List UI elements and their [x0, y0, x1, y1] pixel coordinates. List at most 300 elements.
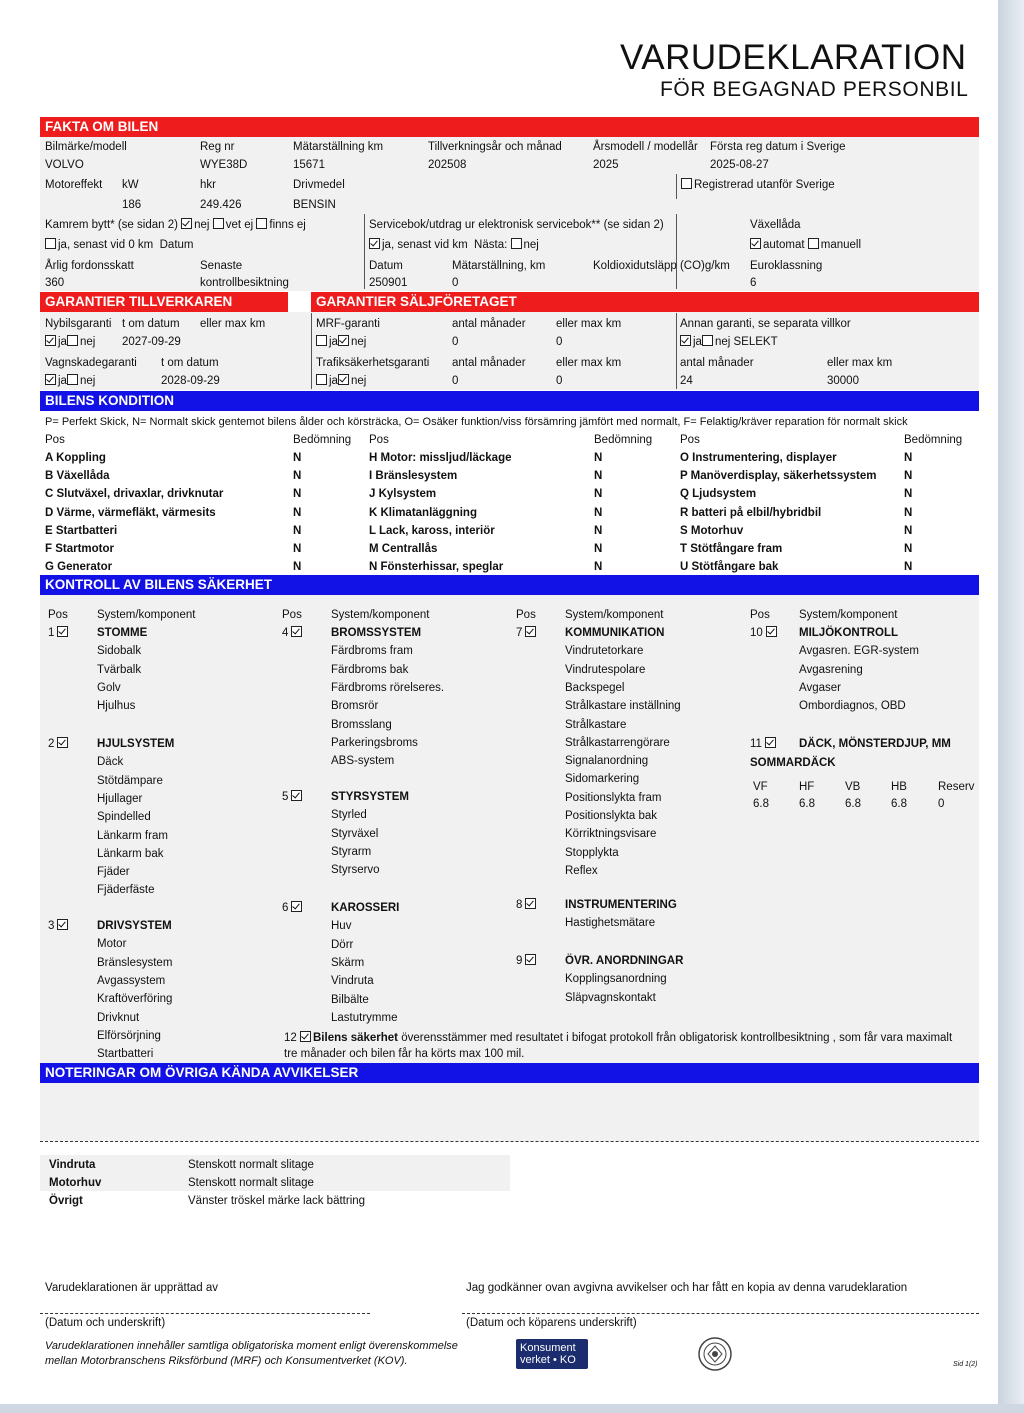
- kond-item: T Stötfångare fram: [680, 543, 783, 555]
- safety-component: ABS-system: [331, 755, 395, 767]
- doc-title: VARUDEKLARATION: [620, 38, 967, 77]
- safety-component: Strålkastare inställning: [565, 700, 681, 712]
- kond-grade: N: [594, 543, 603, 555]
- sak-pos-label-4: Pos: [750, 609, 770, 621]
- safety-component: Avgassystem: [97, 975, 166, 987]
- tire-header: VF: [753, 781, 768, 793]
- kond-item: O Instrumentering, displayer: [680, 452, 837, 464]
- konsumentverket-logo: [516, 1339, 588, 1369]
- safety-component: Vindruta: [331, 975, 374, 987]
- safety-component: Strålkastare: [565, 719, 627, 731]
- kond-item: I Bränslesystem: [369, 470, 458, 482]
- nybil-tom-label: t om datum: [122, 318, 180, 330]
- value-first-reg: 2025-08-27: [710, 159, 769, 171]
- tire-value: 6.8: [753, 798, 769, 810]
- kond-pos-label-1: Pos: [45, 434, 65, 446]
- safety-component: Drivknut: [97, 1012, 140, 1024]
- safety-component: Spindelled: [97, 811, 151, 823]
- safety-group-title: INSTRUMENTERING: [565, 899, 677, 911]
- foreign-reg-label: Registrerad utanför Sverige: [694, 179, 835, 191]
- mrf-nej-label: nej: [350, 336, 367, 348]
- timing-belt-ja-label: ja, senast vid 0 km: [58, 239, 154, 251]
- insp-odo-label: Mätarställning, km: [452, 260, 546, 272]
- sak-sys-label-1: System/komponent: [97, 609, 196, 621]
- annan-name: SELEKT: [733, 336, 778, 348]
- safety-group-checkbox[interactable]: [57, 626, 68, 637]
- safety-component: Avgasrening: [799, 664, 863, 676]
- vagnskada-checkboxes: [45, 374, 95, 388]
- kond-grade-label-1: Bedömning: [293, 434, 352, 446]
- safety-group-checkbox[interactable]: [765, 737, 776, 748]
- value-mfg: 202508: [428, 159, 467, 171]
- gearbox-row: [750, 238, 861, 252]
- safety-group-8: [516, 898, 538, 912]
- trafik-ja-checkbox[interactable]: [316, 374, 327, 385]
- divider: [676, 214, 677, 289]
- value-model-year: 2025: [593, 159, 619, 171]
- safety-group-checkbox[interactable]: [291, 790, 302, 801]
- safety-component: Tvärbalk: [97, 664, 142, 676]
- sign-left-title: Varudeklarationen är upprättad av: [45, 1282, 219, 1294]
- p12-number: 12: [284, 1032, 297, 1044]
- kond-item: D Värme, värmefläkt, värmesits: [45, 507, 216, 519]
- divider: [676, 174, 677, 199]
- divider: [676, 313, 677, 389]
- label-kw: kW: [122, 179, 139, 191]
- safety-group-2: [48, 737, 70, 751]
- mrf-months-label: antal månader: [452, 318, 526, 330]
- value-brand: VOLVO: [45, 159, 84, 171]
- trafik-km-label: eller max km: [556, 357, 622, 369]
- safety-group-number: 4: [282, 627, 289, 639]
- kond-grade: N: [594, 507, 603, 519]
- sign-right-title: Jag godkänner ovan avgivna avvikelser och har fått en kopia av denna varudeklaration: [466, 1282, 908, 1294]
- annan-nej-checkbox[interactable]: [702, 335, 713, 346]
- label-mfg: Tillverkningsår och månad: [428, 141, 562, 153]
- tire-value: 6.8: [799, 798, 815, 810]
- safety-component: Sidomarkering: [565, 773, 640, 785]
- section-noteringar-header: NOTERINGAR OM ÖVRIGA KÄNDA AVVIKELSER: [40, 1063, 979, 1083]
- safety-group-checkbox[interactable]: [57, 737, 68, 748]
- nybil-checkboxes: [45, 335, 95, 349]
- foreign-reg-checkbox[interactable]: [681, 178, 692, 189]
- sign-right-line[interactable]: [462, 1313, 979, 1314]
- safety-group-checkbox[interactable]: [291, 626, 302, 637]
- timing-belt-nej-checkbox[interactable]: [181, 218, 192, 229]
- sommardack-label: SOMMARDÄCK: [750, 757, 836, 769]
- kond-grade: N: [594, 452, 603, 464]
- value-kw: 186: [122, 199, 142, 211]
- annan-checkboxes: [680, 335, 778, 349]
- annan-ja-checkbox[interactable]: [680, 335, 691, 346]
- p12-checkbox[interactable]: [300, 1031, 311, 1042]
- nybil-nej-checkbox[interactable]: [67, 335, 78, 346]
- kond-pos-label-3: Pos: [680, 434, 700, 446]
- safety-component: Färdbroms rörelseres.: [331, 682, 445, 694]
- timing-belt-nej-label: nej: [194, 219, 210, 231]
- safety-component: Parkeringsbroms: [331, 737, 418, 749]
- trafik-months-label: antal månader: [452, 357, 526, 369]
- tire-header: Reserv: [938, 781, 975, 793]
- label-fuel: Drivmedel: [293, 179, 345, 191]
- annan-months-value: 24: [680, 375, 693, 387]
- insp-date-label: Datum: [369, 260, 403, 272]
- tire-header: HB: [891, 781, 907, 793]
- kond-item: S Motorhuv: [680, 525, 744, 537]
- mrf-label: MRF-garanti: [316, 318, 380, 330]
- safety-component: Bränslesystem: [97, 957, 173, 969]
- kond-item: B Växellåda: [45, 470, 110, 482]
- kond-grade: N: [293, 452, 302, 464]
- safety-group-number: 3: [48, 920, 55, 932]
- vagnskada-nej-label: nej: [79, 375, 96, 387]
- mrf-km-value: 0: [556, 336, 563, 348]
- kond-grade: N: [293, 561, 302, 573]
- safety-group-5: [282, 790, 304, 804]
- kond-item: C Slutväxel, drivaxlar, drivknutar: [45, 488, 224, 500]
- safety-component: Länkarm bak: [97, 848, 164, 860]
- safety-group-1: [48, 626, 70, 640]
- safety-component: Golv: [97, 682, 121, 694]
- safety-component: Hastighetsmätare: [565, 917, 656, 929]
- logo-line1: Konsument: [520, 1342, 576, 1354]
- safety-component: Styrservo: [331, 864, 380, 876]
- safety-group-checkbox[interactable]: [291, 901, 302, 912]
- kondition-legend: P= Perfekt Skick, N= Normalt skick gentemot bilens ålder och körsträcka, O= Osäker funktion/viss försämring jämfört med normalt, F= Felaktig/kräver reparation för normalt skick: [45, 416, 908, 428]
- kond-item: R batteri på elbil/hybridbil: [680, 507, 822, 519]
- trafik-checkboxes: [316, 374, 366, 388]
- annan-km-value: 30000: [827, 375, 859, 387]
- kond-grade: N: [904, 543, 913, 555]
- value-fuel: BENSIN: [293, 199, 336, 211]
- sak-pos-label-3: Pos: [516, 609, 536, 621]
- viewer-bottom-edge: [0, 1404, 1024, 1413]
- safety-component: Fjäder: [97, 866, 130, 878]
- tax-label: Årlig fordonsskatt: [45, 260, 134, 272]
- timing-belt-finnsej-checkbox[interactable]: [256, 218, 267, 229]
- gearbox-automat-checkbox[interactable]: [750, 238, 761, 249]
- annan-label: Annan garanti, se separata villkor: [680, 318, 851, 330]
- sign-left-line[interactable]: [40, 1313, 370, 1314]
- kond-item: H Motor: missljud/läckage: [369, 452, 512, 464]
- section-garanti-tillverkaren-header: GARANTIER TILLVERKAREN: [40, 292, 288, 312]
- safety-group-number: 11: [750, 738, 762, 750]
- kond-item: M Centrallås: [369, 543, 438, 555]
- safety-component: Färdbroms bak: [331, 664, 409, 676]
- safety-component: Kopplingsanordning: [565, 973, 667, 985]
- footer-line2: mellan Motorbranschens Riksförbund (MRF) och Konsumentverket (KOV).: [45, 1355, 408, 1367]
- safety-group-7: [516, 626, 538, 640]
- kond-grade: N: [594, 561, 603, 573]
- safety-group-4: [282, 626, 304, 640]
- safety-group-title: KOMMUNIKATION: [565, 627, 665, 639]
- noteringar-divider: [40, 1141, 979, 1142]
- kond-grade: N: [293, 525, 302, 537]
- kond-item: E Startbatteri: [45, 525, 118, 537]
- kond-grade: N: [293, 470, 302, 482]
- safety-component: Vindrutespolare: [565, 664, 646, 676]
- sign-left-caption: (Datum och underskrift): [45, 1317, 166, 1329]
- safety-group-number: 10: [750, 627, 763, 639]
- safety-component: Lastutrymme: [331, 1012, 398, 1024]
- safety-component: Körriktningsvisare: [565, 828, 657, 840]
- safety-component: Kraftöverföring: [97, 993, 173, 1005]
- safety-group-checkbox[interactable]: [57, 919, 68, 930]
- servicebook-ja-checkbox[interactable]: [369, 238, 380, 249]
- kond-item: G Generator: [45, 561, 113, 573]
- sak-sys-label-3: System/komponent: [565, 609, 664, 621]
- safety-component: Huv: [331, 920, 352, 932]
- safety-component: Elförsörjning: [97, 1030, 161, 1042]
- safety-component: Stopplykta: [565, 847, 619, 859]
- label-hkr: hkr: [200, 179, 216, 191]
- page-number: Sid 1(2): [953, 1361, 978, 1368]
- vagnskada-tom-label: t om datum: [161, 357, 219, 369]
- kond-grade-label-2: Bedömning: [594, 434, 653, 446]
- safety-group-number: 1: [48, 627, 55, 639]
- timing-belt-ja-checkbox[interactable]: [45, 238, 56, 249]
- noteringar-background: [40, 1083, 979, 1141]
- safety-group-9: [516, 954, 538, 968]
- kond-grade: N: [904, 507, 913, 519]
- section-sakerhet-header: KONTROLL AV BILENS SÄKERHET: [40, 575, 979, 595]
- safety-group-title: HJULSYSTEM: [97, 738, 175, 750]
- p12-text2: tre månader och bilen får ha körts max 100 mil.: [284, 1048, 525, 1060]
- safety-group-title: MILJÖKONTROLL: [799, 627, 899, 639]
- servicebook-row: [369, 238, 539, 252]
- divider: [311, 313, 312, 389]
- safety-component: Bilbälte: [331, 994, 369, 1006]
- logo-line2: verket • KO: [520, 1354, 576, 1366]
- safety-component: Släpvagnskontakt: [565, 992, 656, 1004]
- safety-component: Bromsrör: [331, 700, 379, 712]
- timing-belt-finnsej-label: finns ej: [269, 219, 306, 231]
- trafik-months-value: 0: [452, 375, 459, 387]
- safety-group-checkbox[interactable]: [525, 954, 536, 965]
- safety-group-checkbox[interactable]: [766, 626, 777, 637]
- kond-grade: N: [594, 488, 603, 500]
- tire-value: 6.8: [845, 798, 861, 810]
- safety-component: Backspegel: [565, 682, 625, 694]
- safety-component: Avgaser: [799, 682, 841, 694]
- trafik-ja-label: ja: [329, 375, 338, 387]
- annan-ja-label: ja: [693, 336, 702, 348]
- mrf-ja-checkbox[interactable]: [316, 335, 327, 346]
- kond-grade: N: [293, 507, 302, 519]
- vagnskada-label: Vagnskadegaranti: [45, 357, 137, 369]
- timing-belt-row: [45, 218, 306, 232]
- viewer-edge: [998, 0, 1024, 1413]
- p12-row: [284, 1031, 952, 1045]
- timing-belt-vetej-label: vet ej: [225, 219, 254, 231]
- senaste-label: Senaste: [200, 260, 243, 272]
- nybil-label: Nybilsgaranti: [45, 318, 112, 330]
- servicebook-nej-label: nej: [523, 239, 539, 251]
- kond-grade-label-3: Bedömning: [904, 434, 963, 446]
- trafik-label: Trafiksäkerhetsgaranti: [316, 357, 430, 369]
- safety-component: Positionslykta bak: [565, 810, 658, 822]
- sak-pos-label-1: Pos: [48, 609, 68, 621]
- safety-component: Styrväxel: [331, 828, 379, 840]
- kond-grade: N: [904, 488, 913, 500]
- section-fakta-header: FAKTA OM BILEN: [40, 117, 979, 137]
- nybil-ja-checkbox[interactable]: [45, 335, 56, 346]
- safety-component: Däck: [97, 756, 124, 768]
- nybil-ja-label: ja: [58, 336, 67, 348]
- trafik-nej-checkbox[interactable]: [338, 374, 349, 385]
- safety-component: Sidobalk: [97, 645, 142, 657]
- trafik-km-value: 0: [556, 375, 563, 387]
- kond-grade: N: [904, 525, 913, 537]
- safety-group-number: 8: [516, 899, 523, 911]
- kond-item: U Stötfångare bak: [680, 561, 779, 573]
- servicebook-label: Servicebok/utdrag ur elektronisk servicebok** (se sidan 2): [369, 219, 664, 231]
- kond-item: K Klimatanläggning: [369, 507, 477, 519]
- safety-group-6: [282, 901, 304, 915]
- safety-group-number: 5: [282, 791, 289, 803]
- safety-group-title: BROMSSYSTEM: [331, 627, 422, 639]
- annan-km-label: eller max km: [827, 357, 893, 369]
- footer-line1: Varudeklarationen innehåller samtliga obligatoriska moment enligt överenskommelse: [45, 1340, 458, 1352]
- note-label: Motorhuv: [49, 1177, 102, 1189]
- mrf-seal-icon: [697, 1336, 733, 1372]
- safety-component: Reflex: [565, 865, 598, 877]
- note-value: Vänster tröskel märke lack bättring: [188, 1195, 366, 1207]
- note-label: Övrigt: [49, 1195, 83, 1207]
- timing-belt-date-label: Datum: [159, 239, 194, 251]
- nybil-km-label: eller max km: [200, 318, 266, 330]
- safety-component: Skärm: [331, 957, 365, 969]
- safety-component: Vindrutetorkare: [565, 645, 644, 657]
- section-garanti-saljforetaget-header: GARANTIER SÄLJFÖRETAGET: [311, 292, 979, 312]
- label-brand: Bilmärke/modell: [45, 141, 127, 153]
- kond-grade: N: [904, 470, 913, 482]
- safety-component: Hjulhus: [97, 700, 136, 712]
- safety-group-number: 7: [516, 627, 523, 639]
- timing-belt-label: Kamrem bytt* (se sidan 2): [45, 219, 178, 231]
- nybil-date-value: 2027-09-29: [122, 336, 181, 348]
- safety-group-number: 9: [516, 955, 523, 967]
- kond-grade: N: [904, 561, 913, 573]
- timing-belt-vetej-checkbox[interactable]: [213, 218, 224, 229]
- mrf-checkboxes: [316, 335, 366, 349]
- tire-header: VB: [845, 781, 861, 793]
- section-kondition-header: BILENS KONDITION: [40, 391, 979, 411]
- vagnskada-nej-checkbox[interactable]: [67, 374, 78, 385]
- gearbox-label: Växellåda: [750, 219, 801, 231]
- timing-belt-ja-row: [45, 238, 194, 252]
- trafik-nej-label: nej: [350, 375, 367, 387]
- kond-item: A Koppling: [45, 452, 106, 464]
- kond-item: F Startmotor: [45, 543, 114, 555]
- safety-group-title: DRIVSYSTEM: [97, 920, 172, 932]
- label-reg: Reg nr: [200, 141, 235, 153]
- safety-group-11: [750, 737, 778, 751]
- safety-component: Styrled: [331, 809, 367, 821]
- kond-item: J Kylsystem: [369, 488, 437, 500]
- safety-component: Hjullager: [97, 793, 143, 805]
- kond-grade: N: [594, 525, 603, 537]
- mrf-km-label: eller max km: [556, 318, 622, 330]
- safety-component: Bromsslang: [331, 719, 392, 731]
- kontroll-label: kontrollbesiktning: [200, 277, 289, 289]
- kond-grade: N: [904, 452, 913, 464]
- mrf-nej-checkbox[interactable]: [338, 335, 349, 346]
- vagnskada-date-value: 2028-09-29: [161, 375, 220, 387]
- safety-group-checkbox[interactable]: [525, 898, 536, 909]
- sak-pos-label-2: Pos: [282, 609, 302, 621]
- servicebook-nej-checkbox[interactable]: [511, 238, 522, 249]
- kond-item: Q Ljudsystem: [680, 488, 757, 500]
- tax-value: 360: [45, 277, 65, 289]
- safety-component: Motor: [97, 938, 127, 950]
- kond-item: N Fönsterhissar, speglar: [369, 561, 504, 573]
- safety-group-checkbox[interactable]: [525, 626, 536, 637]
- safety-component: Ombordiagnos, OBD: [799, 700, 906, 712]
- kond-item: P Manöverdisplay, säkerhetssystem: [680, 470, 877, 482]
- safety-group-title: ÖVR. ANORDNINGAR: [565, 955, 684, 967]
- value-hkr: 249.426: [200, 199, 242, 211]
- servicebook-next-label: Nästa:: [474, 239, 508, 251]
- sign-right-caption: (Datum och köparens underskrift): [466, 1317, 637, 1329]
- safety-group-10: [750, 626, 779, 640]
- value-odo: 15671: [293, 159, 325, 171]
- gearbox-automat-label: automat: [763, 239, 805, 251]
- vagnskada-ja-label: ja: [58, 375, 67, 387]
- p12-bold: Bilens säkerhet: [313, 1032, 399, 1044]
- nybil-nej-label: nej: [79, 336, 96, 348]
- sak-sys-label-2: System/komponent: [331, 609, 430, 621]
- safety-group-title: STYRSYSTEM: [331, 791, 409, 803]
- tire-value: 6.8: [891, 798, 907, 810]
- mrf-months-value: 0: [452, 336, 459, 348]
- note-label: Vindruta: [49, 1159, 96, 1171]
- gearbox-manuell-checkbox[interactable]: [808, 238, 819, 249]
- safety-group-number: 2: [48, 738, 55, 750]
- safety-component: Startbatteri: [97, 1048, 154, 1060]
- kond-grade: N: [293, 543, 302, 555]
- safety-group-title: DÄCK, MÖNSTERDJUP, MM: [799, 738, 951, 750]
- tire-value: 0: [938, 798, 945, 810]
- safety-group-title: KAROSSERI: [331, 902, 400, 914]
- kond-pos-label-2: Pos: [369, 434, 389, 446]
- label-model-year: Årsmodell / modellår: [593, 141, 698, 153]
- label-power: Motoreffekt: [45, 179, 103, 191]
- value-reg: WYE38D: [200, 159, 248, 171]
- safety-component: Signalanordning: [565, 755, 649, 767]
- insp-odo-value: 0: [452, 277, 459, 289]
- label-first-reg: Första reg datum i Sverige: [710, 141, 846, 153]
- safety-component: Stötdämpare: [97, 775, 163, 787]
- safety-component: Fjäderfäste: [97, 884, 155, 896]
- divider: [364, 214, 365, 289]
- safety-group-3: [48, 919, 70, 933]
- insp-date-value: 250901: [369, 277, 408, 289]
- euro-label: Euroklassning: [750, 260, 823, 272]
- servicebook-ja-label: ja, senast vid km: [382, 239, 468, 251]
- safety-component: Styrarm: [331, 846, 372, 858]
- p12-text1: överensstämmer med resultatet i bifogat protokoll från obligatorisk kontrollbesiktning , som får vara maximalt: [401, 1032, 953, 1044]
- vagnskada-ja-checkbox[interactable]: [45, 374, 56, 385]
- doc-subtitle: FÖR BEGAGNAD PERSONBIL: [660, 78, 969, 101]
- note-value: Stenskott normalt slitage: [188, 1177, 314, 1189]
- foreign-reg-option: [681, 178, 835, 192]
- co2-label: Koldioxidutsläpp (CO)g/km: [593, 260, 730, 272]
- safety-component: Dörr: [331, 939, 354, 951]
- tire-header: HF: [799, 781, 815, 793]
- annan-nej-label: nej: [714, 336, 731, 348]
- kond-grade: N: [594, 470, 603, 482]
